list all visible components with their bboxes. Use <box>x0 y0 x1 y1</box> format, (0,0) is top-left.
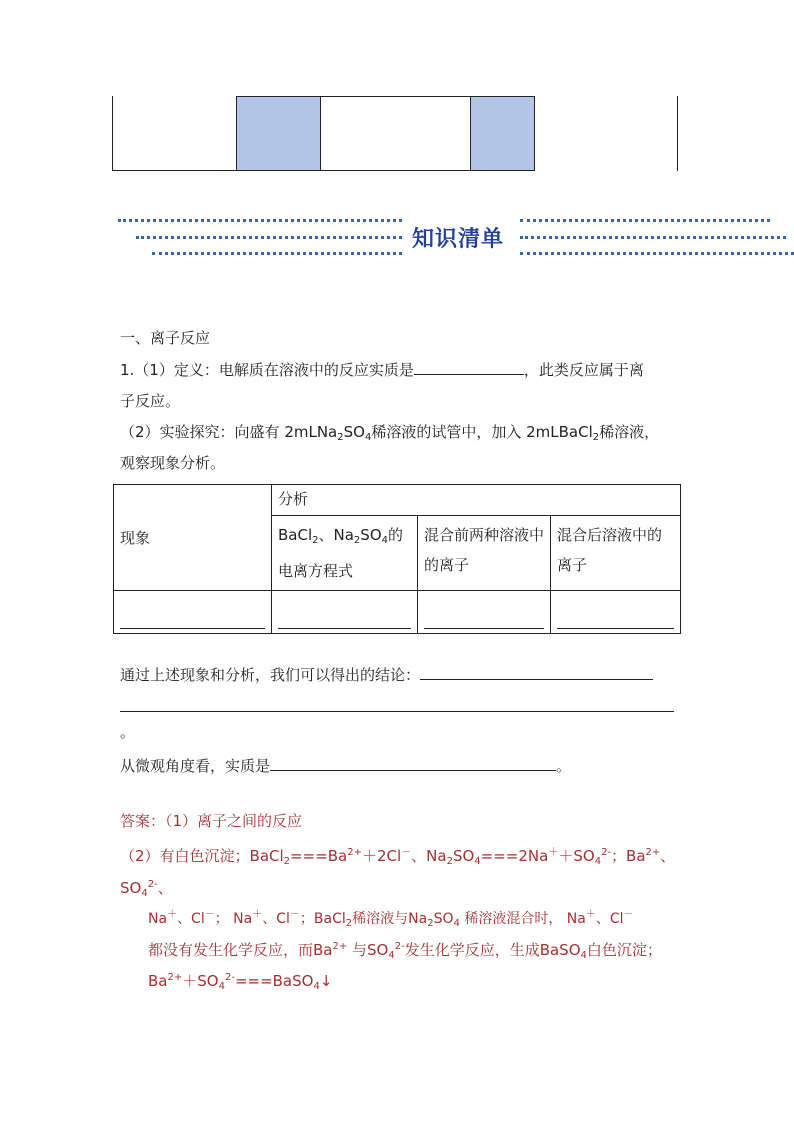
answer-text: 、 <box>660 847 676 865</box>
answer-text: 、 <box>157 879 173 897</box>
dotted-line <box>136 236 402 239</box>
dotted-line <box>520 236 786 239</box>
micro-line <box>120 756 571 776</box>
q1-line3-text: SO <box>343 423 365 441</box>
subscript: 4 <box>313 981 320 992</box>
subscript: 2 <box>592 432 600 443</box>
table-fragment-right-rule <box>677 96 678 171</box>
answer-line-3 <box>120 875 173 904</box>
answer-line-4 <box>148 905 634 934</box>
conclusion-line1 <box>120 665 653 685</box>
answer-text: SO <box>433 911 454 927</box>
q1-line3-text: 稀溶液的试管中，加入 2mLBaCl <box>371 423 593 441</box>
q1-line1 <box>120 360 644 380</box>
q1-line2: 子反应。 <box>120 392 181 410</box>
answer-text: 、Cl <box>262 911 290 927</box>
subscript: 4 <box>594 856 602 867</box>
superscript: ＋ <box>167 909 178 920</box>
conclusion-period: 。 <box>120 723 136 741</box>
superscript: － <box>289 909 300 920</box>
table-row <box>114 591 681 634</box>
header-text: 的电离方程式 <box>278 526 404 580</box>
subscript: 4 <box>364 432 372 443</box>
q1-line3-text: 稀溶液， <box>599 423 660 441</box>
answer-line-1: 答案：（1）离子之间的反应 <box>120 812 303 830</box>
answer-text: ；BaCl <box>299 911 346 927</box>
subscript: 2 <box>353 535 361 546</box>
analysis-table <box>113 484 681 634</box>
answer-blank[interactable] <box>278 628 411 629</box>
header-text: 、Na <box>318 526 354 544</box>
header-ionization-equation <box>272 516 418 591</box>
answer-line-2 <box>120 843 675 872</box>
superscript: 2+ <box>332 941 348 952</box>
table-fragment-cell-2 <box>236 96 321 171</box>
answer-cell[interactable] <box>418 591 551 634</box>
conclusion-text: 通过上述现象和分析，我们可以得出的结论： <box>120 666 421 684</box>
q1-line4: 观察现象分析。 <box>120 454 226 472</box>
subscript: 2 <box>312 535 319 546</box>
answer-text: ＋2Cl <box>361 847 402 865</box>
superscript: ＋ <box>548 847 559 858</box>
answer-text: Na <box>148 911 168 927</box>
answer-cell[interactable] <box>551 591 681 634</box>
section-title: 知识清单 <box>412 226 505 252</box>
table-fragment-cell-4 <box>470 96 535 171</box>
answer-line-5 <box>148 937 662 966</box>
header-ions-before: 混合前两种溶液中的离子 <box>418 516 551 591</box>
q1-line1-text-end: ，此类反应属于离 <box>523 361 644 379</box>
answer-blank[interactable] <box>414 360 524 375</box>
header-analysis: 分析 <box>272 485 681 516</box>
answer-text: 发生化学反应，生成BaSO <box>404 941 581 959</box>
superscript: ＋ <box>585 909 596 920</box>
answer-blank[interactable] <box>420 665 653 680</box>
subscript: 2 <box>427 918 434 929</box>
superscript: 2- <box>147 879 158 890</box>
subscript: 2 <box>337 432 344 443</box>
header-text: BaCl <box>278 526 313 544</box>
answer-cell[interactable] <box>114 591 272 634</box>
answer-line-6 <box>148 968 332 997</box>
q1-line1-text: 1.（1）定义：电解质在溶液中的反应实质是 <box>120 361 414 379</box>
answer-text: ＋SO <box>182 972 219 990</box>
subscript: 4 <box>580 950 587 961</box>
q1-line3-text: （2）实验探究：向盛有 2mLNa <box>120 423 338 441</box>
micro-text-end: 。 <box>556 757 572 775</box>
dotted-line <box>520 252 794 255</box>
table-fragment-cell-3 <box>320 96 471 171</box>
subscript: 4 <box>474 856 481 867</box>
answer-text: 白色沉淀； <box>586 941 662 959</box>
superscript: 2+ <box>167 972 183 983</box>
answer-text: ； Na <box>214 911 253 927</box>
subscript: 2 <box>345 918 353 929</box>
superscript: 2- <box>601 847 612 858</box>
subscript: 4 <box>381 535 388 546</box>
answer-text: Ba <box>148 972 168 990</box>
superscript: 2+ <box>645 847 661 858</box>
dotted-line <box>118 219 402 222</box>
answer-text: ↓ <box>319 972 333 990</box>
dotted-line <box>152 252 402 255</box>
answer-text: 稀溶液与Na <box>352 911 428 927</box>
superscript: ＋ <box>252 909 263 920</box>
answer-cell[interactable] <box>272 591 418 634</box>
table-fragment-cell-1 <box>112 96 237 171</box>
answer-text: 与SO <box>347 941 389 959</box>
answer-blank[interactable] <box>424 628 544 629</box>
answer-text: 、Na <box>411 847 447 865</box>
micro-text: 从微观角度看，实质是 <box>120 757 271 775</box>
answer-text: 、Cl <box>595 911 624 927</box>
answer-text: 都没有发生化学反应，而Ba <box>148 941 333 959</box>
superscript: － <box>401 847 412 858</box>
answer-blank[interactable] <box>557 628 674 629</box>
subscript: 4 <box>388 950 395 961</box>
superscript: 2+ <box>347 847 362 858</box>
answer-text: ===BaSO <box>234 972 314 990</box>
section-heading: 一、离子反应 <box>120 329 211 347</box>
answer-text: 、Cl <box>177 911 205 927</box>
superscript: － <box>623 909 634 920</box>
table-row <box>114 485 681 516</box>
answer-blank[interactable] <box>270 756 556 771</box>
dotted-line <box>520 219 770 222</box>
superscript: 2- <box>394 941 405 952</box>
header-phenomenon: 现象 <box>114 485 272 591</box>
answer-text: （2）有白色沉淀；BaCl <box>120 847 284 865</box>
subscript: 2 <box>446 856 453 867</box>
answer-text: ===2Na <box>480 847 549 865</box>
subscript: 4 <box>453 918 460 929</box>
answer-text: ；Ba <box>611 847 646 865</box>
header-text: SO <box>360 526 382 544</box>
answer-text: ===Ba <box>290 847 348 865</box>
q1-line3 <box>120 422 659 448</box>
answer-text: ＋SO <box>558 847 595 865</box>
answer-text: 稀溶液混合时， Na <box>459 911 586 927</box>
answer-blank[interactable] <box>120 628 265 629</box>
answer-blank-line[interactable] <box>120 711 674 712</box>
superscript: － <box>204 909 215 920</box>
superscript: 2- <box>224 972 235 983</box>
answer-text: SO <box>452 847 475 865</box>
answer-text: SO <box>120 879 142 897</box>
subscript: 2 <box>283 856 291 867</box>
subscript: 4 <box>141 888 148 899</box>
subscript: 4 <box>218 981 225 992</box>
header-ions-after: 混合后溶液中的离子 <box>551 516 681 591</box>
